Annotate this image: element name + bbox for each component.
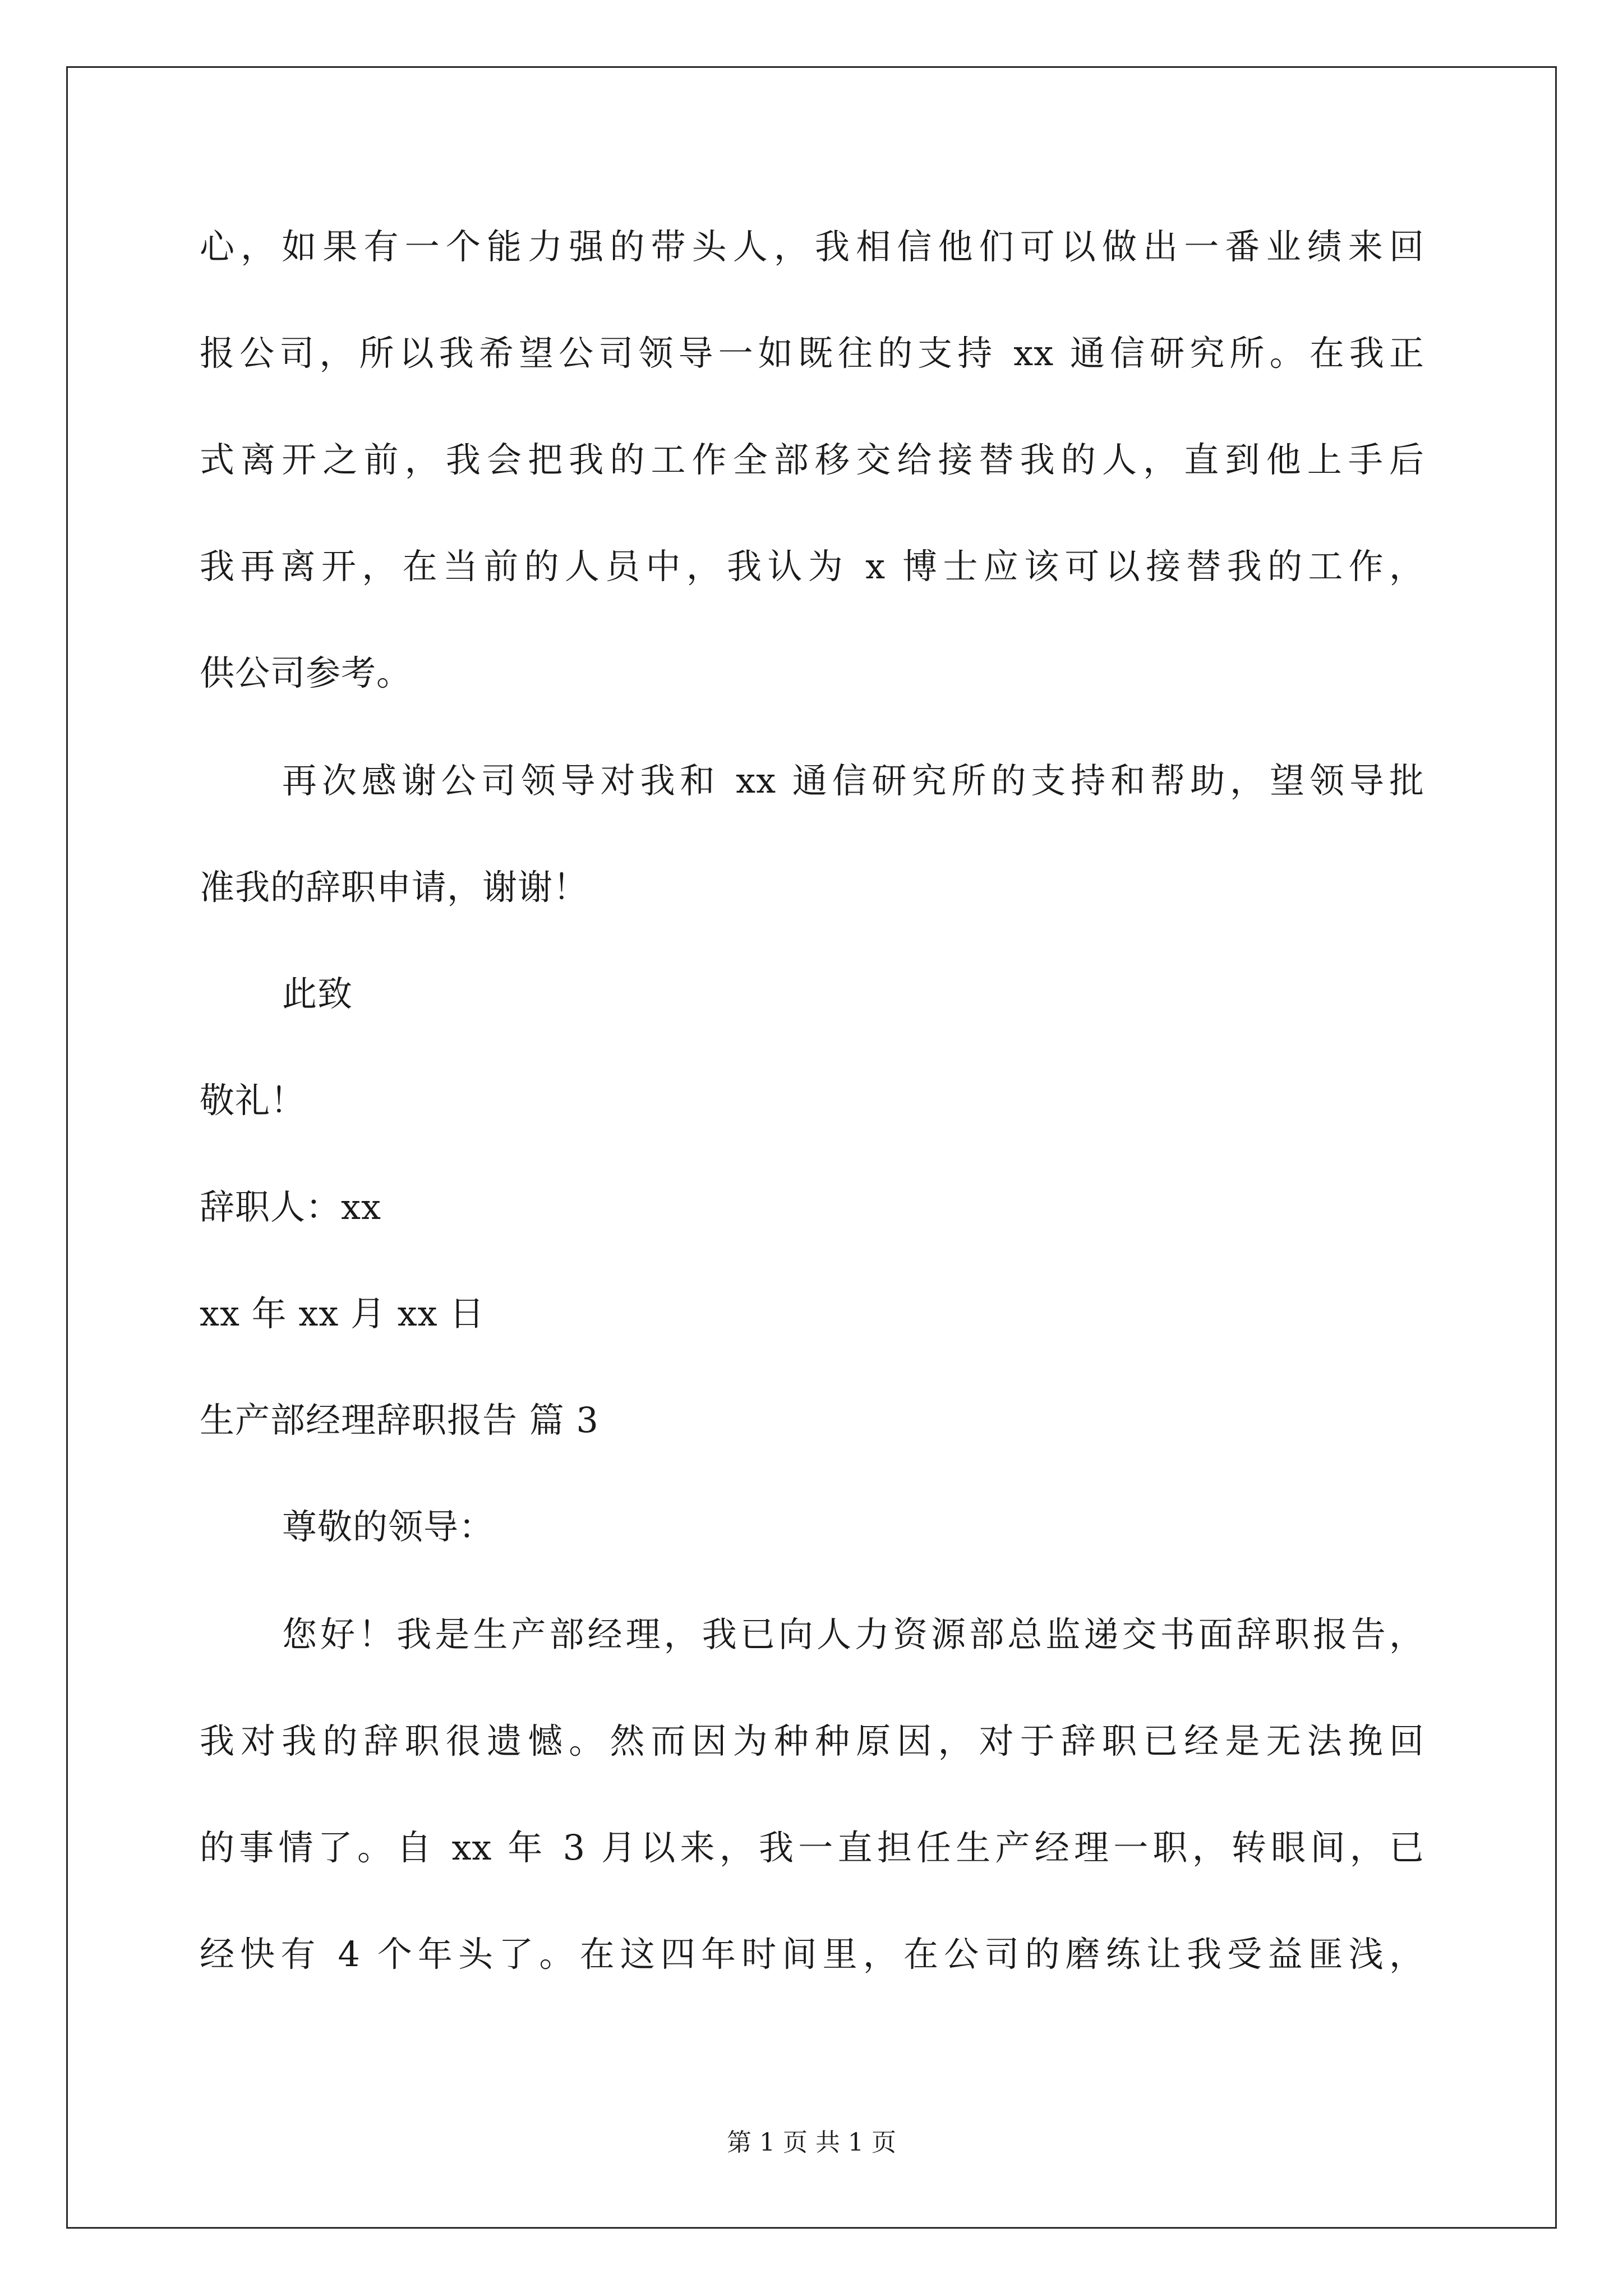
closing-regards: 敬礼！ [200, 1080, 306, 1121]
page-footer: 第 1 页 共 1 页 [727, 2128, 896, 2157]
body-line-1: 心，如果有一个能力强的带头人，我相信他们可以做出一番业绩来回 [200, 226, 1424, 267]
closing-salutation: 此致 [282, 973, 353, 1014]
letter-greeting: 尊敬的领导： [282, 1506, 495, 1547]
body-line-16: 的事情了。自 xx 年 3 月以来，我一直担任生产经理一职，转眼间，已 [200, 1827, 1424, 1868]
date-line: xx 年 xx 月 xx 日 [200, 1293, 485, 1334]
section-title: 生产部经理辞职报告 篇 3 [200, 1400, 599, 1441]
page-border [66, 66, 1557, 2229]
body-line-5: 供公司参考。 [200, 652, 412, 693]
body-line-3: 式离开之前，我会把我的工作全部移交给接替我的人，直到他上手后 [200, 439, 1424, 480]
body-line-6: 再次感谢公司领导对我和 xx 通信研究所的支持和帮助，望领导批 [282, 760, 1424, 801]
body-line-15: 我对我的辞职很遗憾。然而因为种种原因，对于辞职已经是无法挽回 [200, 1720, 1424, 1761]
body-line-14: 您好！我是生产部经理，我已向人力资源部总监递交书面辞职报告， [282, 1614, 1424, 1655]
body-line-17: 经快有 4 个年头了。在这四年时间里，在公司的磨练让我受益匪浅， [200, 1934, 1424, 1975]
body-line-2: 报公司，所以我希望公司领导一如既往的支持 xx 通信研究所。在我正 [200, 333, 1424, 374]
body-line-7: 准我的辞职申请，谢谢！ [200, 867, 589, 908]
signatory: 辞职人：xx [200, 1186, 381, 1227]
body-line-4: 我再离开，在当前的人员中，我认为 x 博士应该可以接替我的工作， [200, 546, 1424, 587]
